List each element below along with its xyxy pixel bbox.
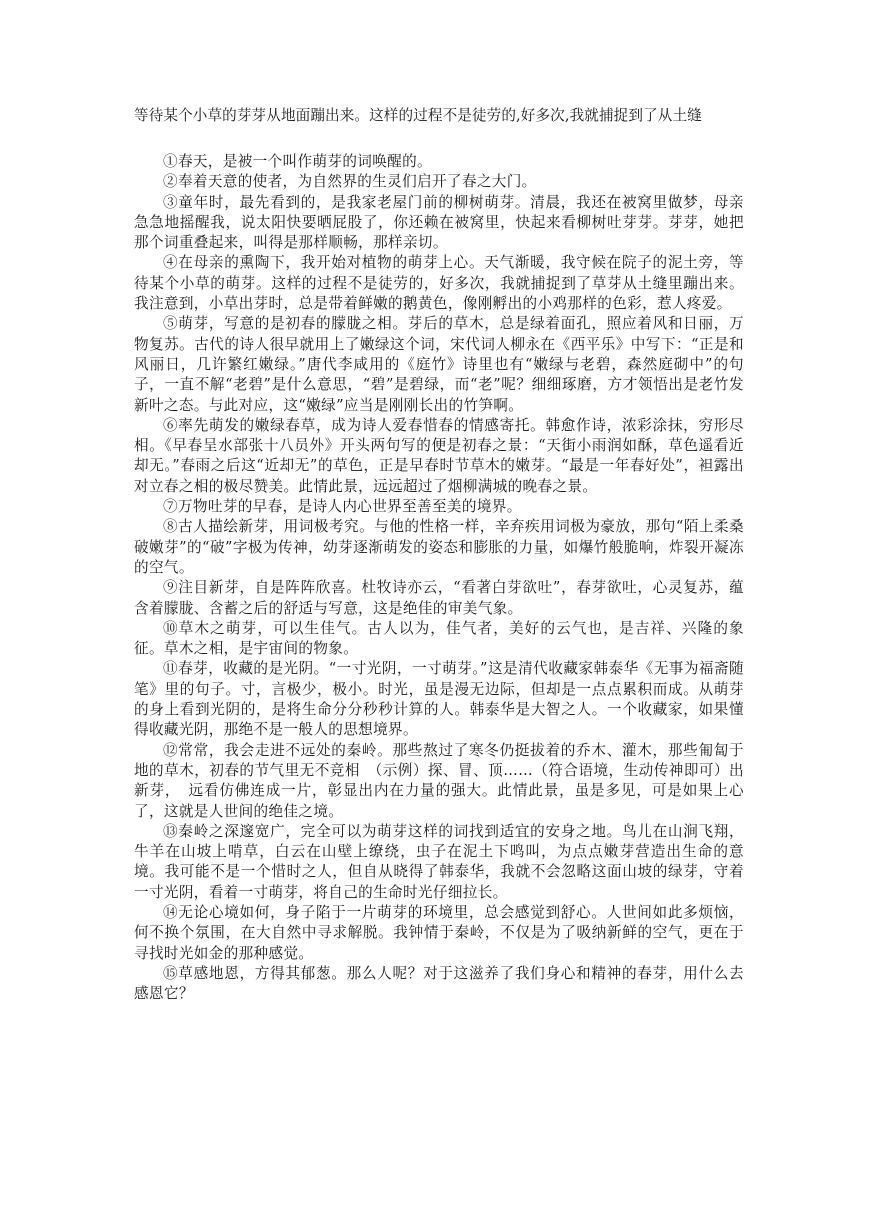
- paragraph-7: ⑦万物吐芽的早春，是诗人内心世界至善至美的境界。: [163, 498, 522, 516]
- paragraph-12: ⑫常常，我会走进不远处的秦岭。那些熬过了寒冬仍挺拔着的乔木、灌木，那些匍匐于地的草木，初春的节气里无不竞相 （示例）探、冒、顶……（符合语境，生动传神即可）出新芽， 远看仿佛连成一片，彰显出内在力量的强大。此情此景，虽是多见，可是如果上心了，这就是人世间的绝佳之境。: [134, 741, 744, 820]
- paragraph-3: ③童年时，最先看到的，是我家老屋门前的柳树萌芽。清晨，我还在被窝里做梦，母亲急急地摇醒我，说太阳快要晒屁股了，你还赖在被窝里，快起来看柳树吐芽芽。芽芽，她把那个词重叠起来，叫得是那样顺畅，那样亲切。: [134, 193, 744, 252]
- paragraph-2: ②奉着天意的使者，为自然界的生灵们启开了春之大门。: [163, 173, 537, 191]
- article-body: [134, 152, 744, 1004]
- paragraph-15: ⑮草感地恩，方得其郁葱。那么人呢？对于这滋养了我们身心和精神的春芽，用什么去感恩它？: [134, 964, 744, 1003]
- paragraph-8: ⑧古人描绘新芽，用词极考究。与他的性格一样，辛弃疾用词极为豪放，那句“陌上柔桑破嫩芽”的“破”字极为传神，幼芽逐渐萌发的姿态和膨胀的力量，如爆竹般脆响，炸裂开凝冻的空气。: [134, 518, 744, 576]
- paragraph-13: ⑬秦岭之深邃宽广，完全可以为萌芽这样的词找到适宜的安身之地。鸟儿在山涧飞翔，牛羊在山坡上啃草，白云在山壁上缭绕，虫子在泥土下鸣叫，为点点嫩芽营造出生命的意境。我可能不是一个惜时之人，但自从晓得了韩泰华，我就不会忽略这面山坡的绿芽，守着一寸光阴，看着一寸萌芽，将自己的生命时光仔细拉长。: [134, 822, 744, 901]
- paragraph-5: ⑤萌芽，写意的是初春的朦胧之相。芽后的草木，总是绿着面孔，照应着风和日丽，万物复苏。古代的诗人很早就用上了嫩绿这个词，宋代词人柳永在《西平乐》中写下：“正是和风丽日，几许繁红嫩绿。”唐代李咸用的《庭竹》诗里也有“嫩绿与老碧，森然庭砌中”的句子，一直不解“老碧”是什么意思，“碧”是碧绿，而“老”呢？细细琢磨，方才领悟出是老竹发新叶之态。与此对应，这“嫩绿”应当是刚刚长出的竹笋啊。: [134, 315, 744, 414]
- paragraph-6: ⑥率先萌发的嫩绿春草，成为诗人爱春惜春的情感寄托。韩愈作诗，浓彩涂抹，穷形尽相。《早春呈水部张十八员外》开头两句写的便是初春之景：“天街小雨润如酥，草色遥看近却无。”春雨之后这“近却无”的草色，正是早春时节草木的嫩芽。“最是一年春好处”，袒露出对立春之相的极尽赞美。此情此景，远远超过了烟柳满城的晚春之景。: [134, 416, 744, 495]
- paragraph-10: ⑩草木之萌芽，可以生佳气。古人以为，佳气者，美好的云气也，是吉祥、兴隆的象征。草木之相，是宇宙间的物象。: [134, 619, 744, 658]
- paragraph-11: ⑪春芽，收藏的是光阴。“一寸光阴，一寸萌芽。”这是清代收藏家韩泰华《无事为福斋随笔》里的句子。寸，言极少，极小。时光，虽是漫无边际，但却是一点点累积而成。从萌芽的身上看到光阴的，是将生命分分秒秒计算的人。韩泰华是大智之人。一个收藏家，如果懂得收藏光阴，那绝不是一般人的思想境界。: [134, 660, 744, 739]
- paragraph-9: ⑨注目新芽，自是阵阵欣喜。杜牧诗亦云，“看著白芽欲吐”，春芽欲吐，心灵复苏，蕴含着朦胧、含蓄之后的舒适与写意，这是绝佳的审美气象。: [134, 579, 744, 617]
- question-excerpt-line: 等待某个小草的芽芽从地面蹦出来。这样的过程不是徒劳的,好多次,我就捕捉到了从土缝: [134, 107, 702, 124]
- paragraph-4: ④在母亲的熏陶下，我开始对植物的萌芽上心。天气渐暖，我守候在院子的泥土旁，等待某个小草的萌芽。这样的过程不是徒劳的，好多次，我就捕捉到了草芽从土缝里蹦出来。我注意到，小草出芽时，总是带着鲜嫩的鹅黄色，像刚孵出的小鸡那样的色彩，惹人疼爱。: [134, 254, 744, 313]
- paragraph-14: ⑭无论心境如何，身子陷于一片萌芽的环境里，总会感觉到舒心。人世间如此多烦恼，何不换个氛围，在大自然中寻求解脱。我钟情于秦岭，不仅是为了吸纳新鲜的空气，更在于寻找时光如金的那种感觉。: [134, 903, 744, 962]
- paragraph-1: ①春天，是被一个叫作萌芽的词唤醒的。: [163, 153, 432, 170]
